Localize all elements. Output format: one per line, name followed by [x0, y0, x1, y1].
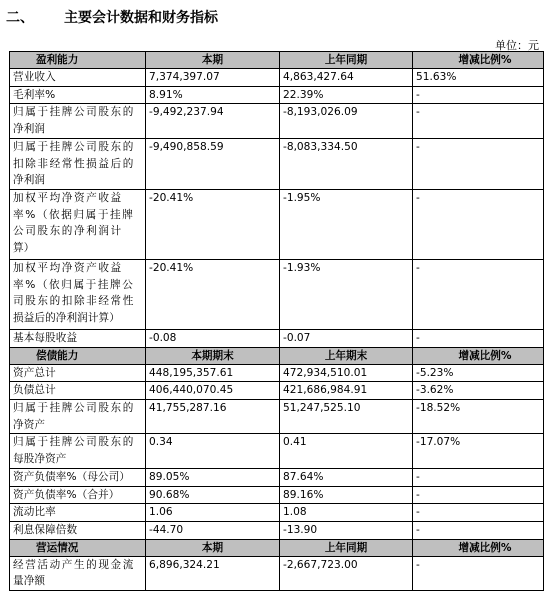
row-label-line: 资产负债率%（合并） — [13, 488, 120, 501]
row-label-line: 净利润 — [13, 174, 46, 187]
row-label-line: 流动比率 — [13, 506, 56, 519]
value-current: 448,195,357.61 — [146, 364, 280, 382]
value-previous: 51,247,525.10 — [280, 400, 413, 434]
row-label-line: 归属于挂牌公司股东的 — [13, 106, 135, 119]
header-column-change: 增减比例% — [413, 52, 544, 69]
row-label-line: 经营活动产生的现金流 — [13, 558, 135, 571]
value-change: - — [413, 259, 544, 329]
row-label-line: 率%（依据归属于挂牌 — [13, 208, 135, 221]
row-label — [10, 69, 146, 87]
value-current: 1.06 — [146, 504, 280, 522]
value-current: -9,490,858.59 — [146, 138, 280, 189]
value-previous: 0.41 — [280, 434, 413, 468]
header-column-change: 增减比例% — [413, 539, 544, 556]
header-column-current: 本期期末 — [146, 347, 280, 364]
value-current: -9,492,237.94 — [146, 104, 280, 138]
row-label — [10, 259, 146, 329]
row-label-line: 加权平均净资产收益 — [13, 261, 123, 274]
value-current: -44.70 — [146, 521, 280, 539]
value-change: - — [413, 468, 544, 486]
table-row — [10, 104, 544, 138]
row-label — [10, 504, 146, 522]
row-label — [10, 382, 146, 400]
row-label-line: 净利润 — [13, 123, 46, 136]
row-label-line: 扣除非经常性损益后的 — [13, 157, 135, 170]
row-label-line: 营业收入 — [13, 71, 56, 83]
section-header-row — [10, 52, 544, 69]
value-previous: -1.93% — [280, 259, 413, 329]
value-change: -17.07% — [413, 434, 544, 468]
row-label-line: 司股东的扣除非经常性 — [13, 295, 135, 308]
table-row — [10, 69, 544, 87]
value-change: - — [413, 486, 544, 504]
table-row — [10, 189, 544, 259]
value-current: 7,374,397.07 — [146, 69, 280, 87]
value-change: 51.63% — [413, 69, 544, 87]
value-previous: -1.95% — [280, 189, 413, 259]
table-row — [10, 364, 544, 382]
value-previous: 421,686,984.91 — [280, 382, 413, 400]
table-row — [10, 468, 544, 486]
value-current: 90.68% — [146, 486, 280, 504]
row-label-line: 加权平均净资产收益 — [13, 191, 123, 204]
section-header-row — [10, 539, 544, 556]
table-row — [10, 138, 544, 189]
value-previous: 87.64% — [280, 468, 413, 486]
value-previous: 22.39% — [280, 86, 413, 104]
table-row — [10, 86, 544, 104]
section-header-row — [10, 347, 544, 364]
value-change: -3.62% — [413, 382, 544, 400]
row-label-line: 率%（依归属于挂牌公 — [13, 278, 135, 291]
row-label-line: 归属于挂牌公司股东的 — [13, 402, 135, 415]
row-label — [10, 400, 146, 434]
table-row — [10, 382, 544, 400]
value-current: -0.08 — [146, 329, 280, 347]
value-previous: -8,193,026.09 — [280, 104, 413, 138]
row-label — [10, 138, 146, 189]
value-change: - — [413, 329, 544, 347]
section-number: 二、 — [6, 10, 34, 26]
row-label — [10, 434, 146, 468]
value-current: -20.41% — [146, 259, 280, 329]
header-column-previous: 上年期末 — [280, 347, 413, 364]
table-row — [10, 521, 544, 539]
value-current: 8.91% — [146, 86, 280, 104]
row-label-line: 归属于挂牌公司股东的 — [13, 140, 135, 153]
financial-indicators-table — [9, 51, 544, 591]
value-current: 89.05% — [146, 468, 280, 486]
value-current: 6,896,324.21 — [146, 556, 280, 590]
value-previous: 89.16% — [280, 486, 413, 504]
value-previous: 1.08 — [280, 504, 413, 522]
header-column-current: 本期 — [146, 539, 280, 556]
value-change: - — [413, 104, 544, 138]
table-row — [10, 504, 544, 522]
table-row — [10, 400, 544, 434]
table-row — [10, 434, 544, 468]
row-label-line: 资产负债率%（母公司） — [13, 470, 131, 483]
value-change: - — [413, 138, 544, 189]
row-label — [10, 329, 146, 347]
row-label-line: 资产总计 — [13, 366, 56, 379]
table-row — [10, 329, 544, 347]
row-label — [10, 104, 146, 138]
row-label-line: 公司股东的净利润计 — [13, 225, 123, 238]
currency-unit: 单位：元 — [495, 39, 539, 52]
value-current: 0.34 — [146, 434, 280, 468]
value-current: 41,755,287.16 — [146, 400, 280, 434]
row-label — [10, 486, 146, 504]
row-label-line: 损益后的净利润计算） — [13, 312, 120, 325]
row-label — [10, 556, 146, 590]
value-current: -20.41% — [146, 189, 280, 259]
value-previous: -8,083,334.50 — [280, 138, 413, 189]
row-label — [10, 189, 146, 259]
row-label — [10, 468, 146, 486]
header-section-title: 盈利能力 — [10, 52, 146, 69]
value-previous: -2,667,723.00 — [280, 556, 413, 590]
table-row — [10, 486, 544, 504]
row-label-line: 基本每股收益 — [13, 331, 78, 344]
value-change: - — [413, 556, 544, 590]
value-previous: 4,863,427.64 — [280, 69, 413, 87]
value-previous: -13.90 — [280, 521, 413, 539]
value-change: - — [413, 86, 544, 104]
row-label-line: 归属于挂牌公司股东的 — [13, 436, 135, 449]
value-current: 406,440,070.45 — [146, 382, 280, 400]
value-change: -5.23% — [413, 364, 544, 382]
value-change: - — [413, 189, 544, 259]
value-change: - — [413, 521, 544, 539]
row-label — [10, 521, 146, 539]
value-change: -18.52% — [413, 400, 544, 434]
row-label-line: 负债总计 — [13, 384, 56, 397]
header-column-previous: 上年同期 — [280, 52, 413, 69]
header-column-previous: 上年同期 — [280, 539, 413, 556]
row-label-line: 量净额 — [13, 575, 46, 588]
header-column-change: 增减比例% — [413, 347, 544, 364]
row-label-line: 净资产 — [13, 418, 46, 431]
header-section-title: 营运情况 — [10, 539, 146, 556]
section-title: 主要会计数据和财务指标 — [64, 10, 218, 26]
value-previous: -0.07 — [280, 329, 413, 347]
row-label — [10, 364, 146, 382]
header-column-current: 本期 — [146, 52, 280, 69]
row-label — [10, 86, 146, 104]
header-section-title: 偿债能力 — [10, 347, 146, 364]
table-row — [10, 556, 544, 590]
row-label-line: 算） — [13, 242, 35, 255]
row-label-line: 毛利率% — [13, 88, 56, 101]
row-label-line: 利息保障倍数 — [13, 523, 78, 536]
table-body — [10, 52, 544, 591]
value-change: - — [413, 504, 544, 522]
table-row — [10, 259, 544, 329]
value-previous: 472,934,510.01 — [280, 364, 413, 382]
row-label-line: 每股净资产 — [13, 453, 67, 466]
